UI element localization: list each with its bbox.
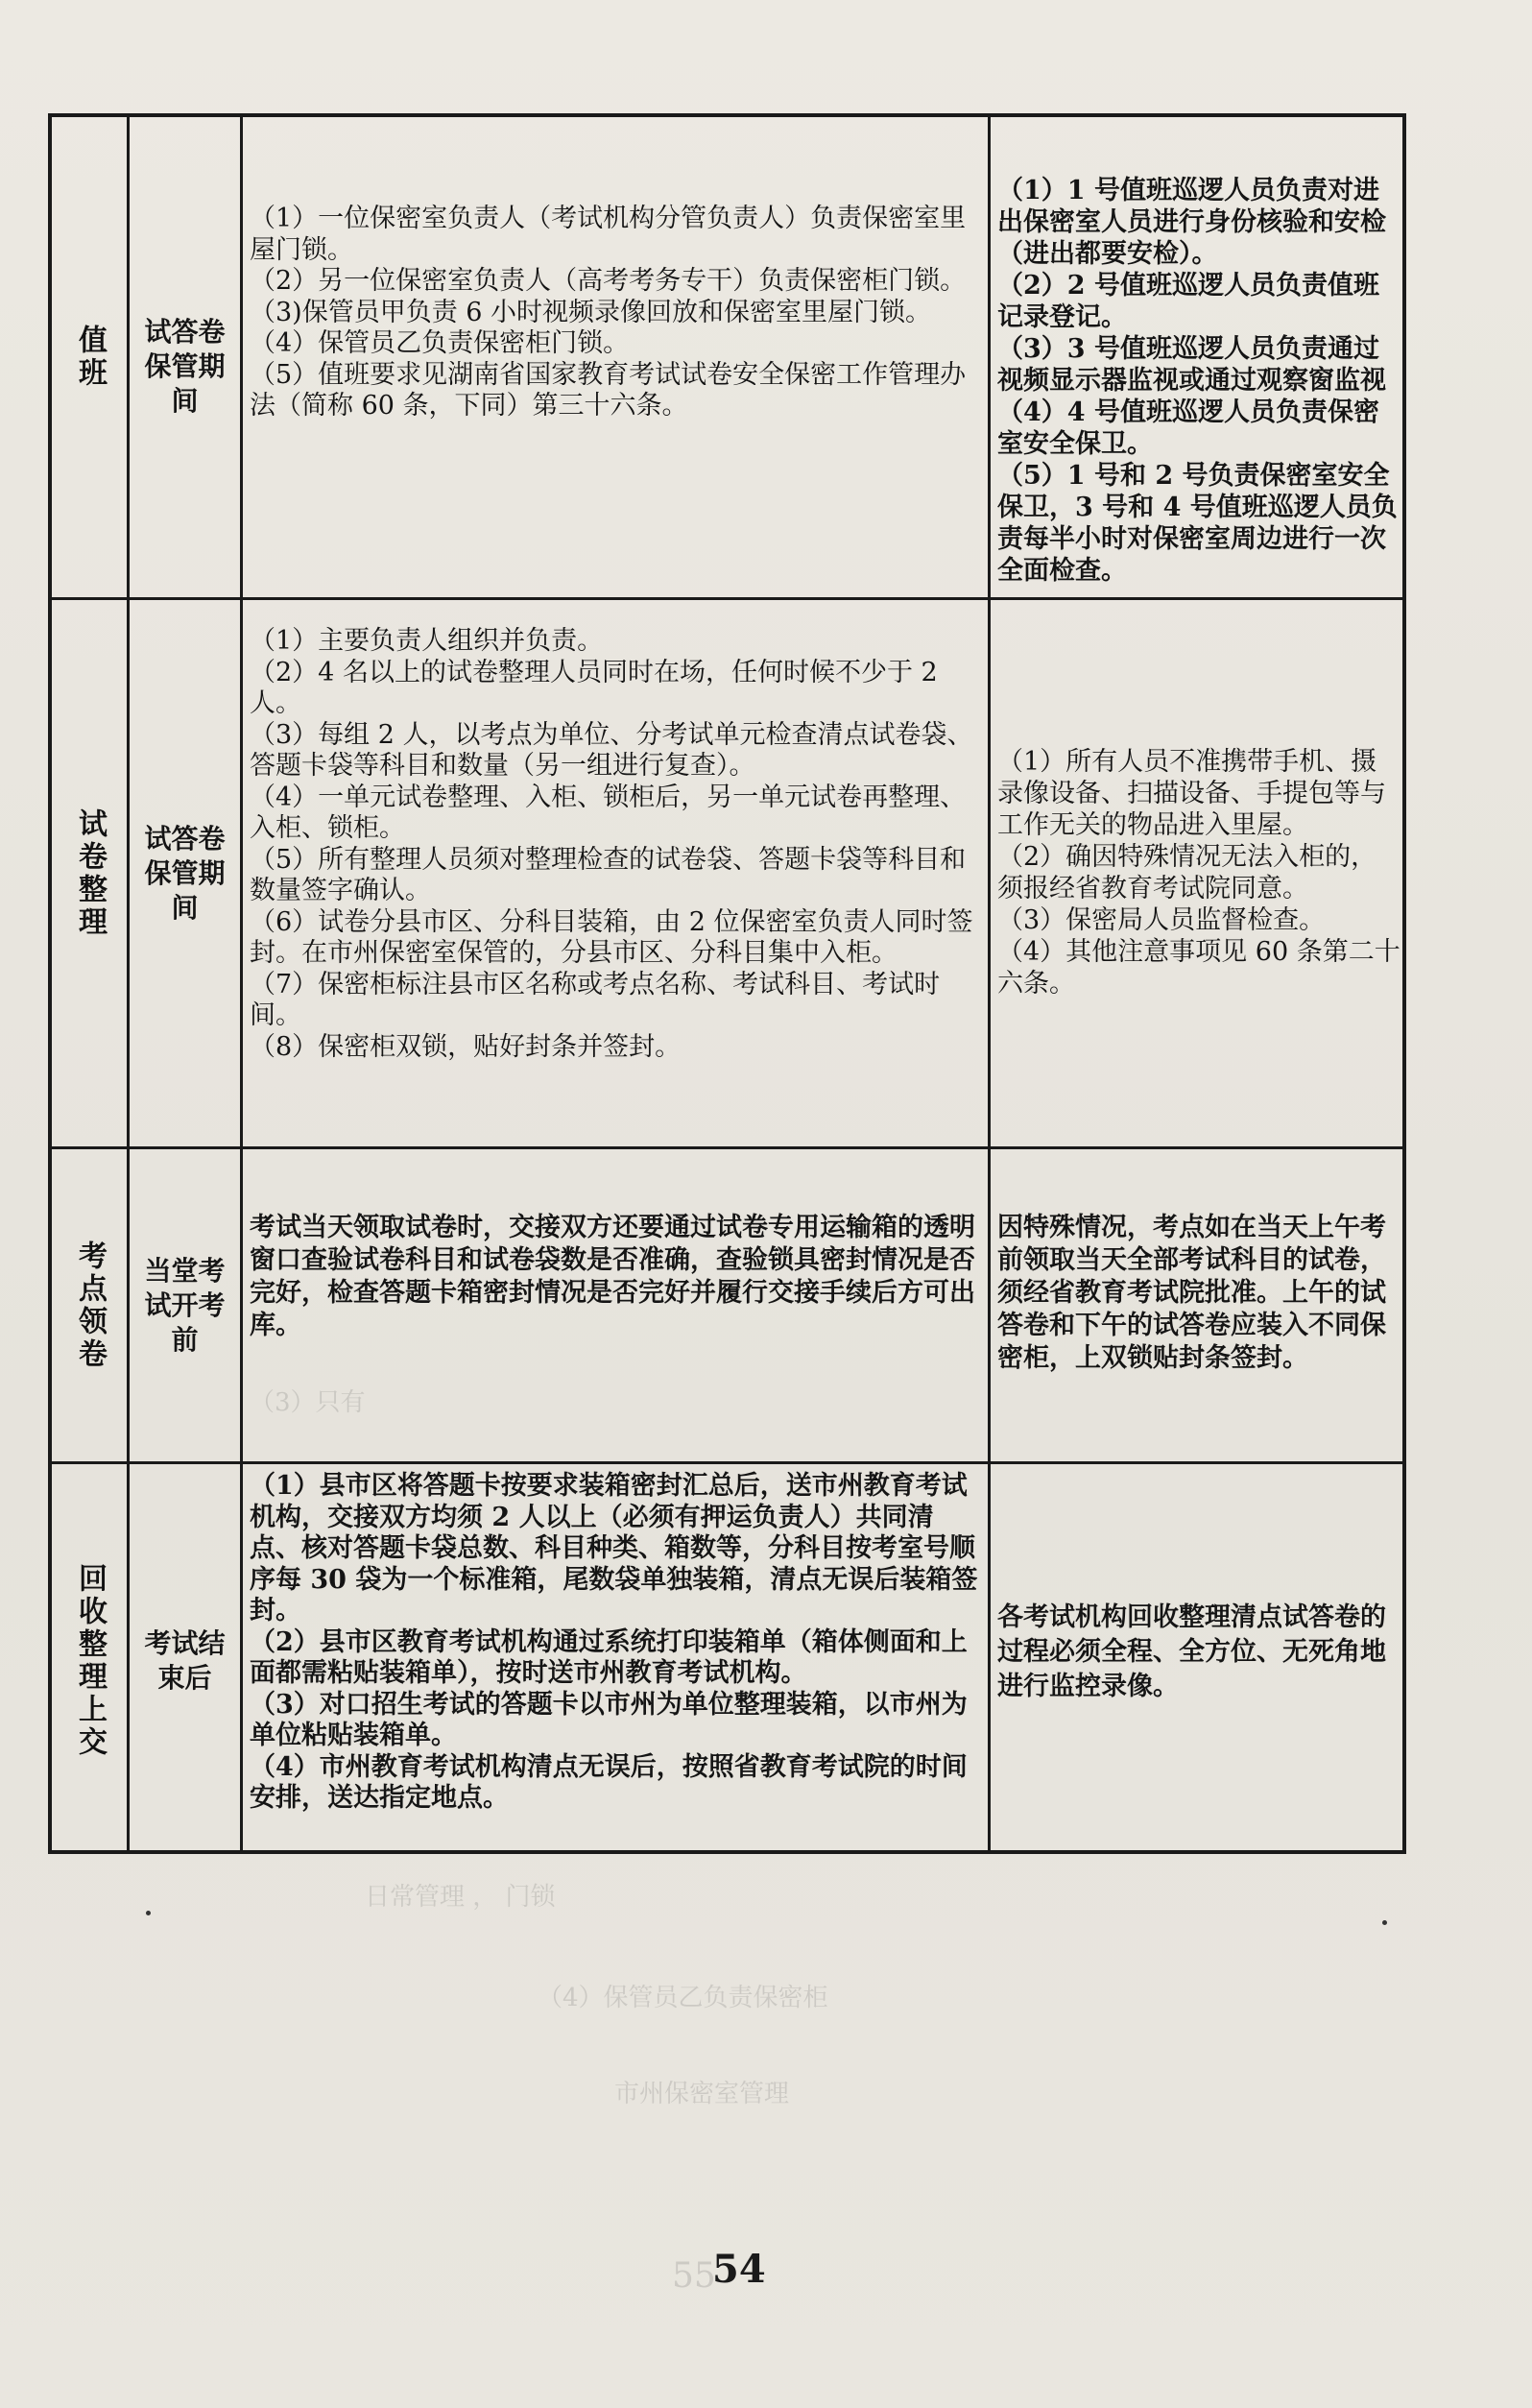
notes-cell	[997, 175, 1400, 587]
period-cell	[130, 117, 240, 597]
content-item: （8）保密柜双锁，贴好封条并签封。	[250, 1031, 682, 1062]
row-divider	[52, 1461, 1402, 1464]
note-item: 因特殊情况，考点如在当天上午考前领取当天全部考试科目的试卷，须经省教育考试院批准。上午的试答卷和下午的试答卷应装入不同保密柜，上双锁贴封条签封。	[997, 1213, 1386, 1373]
phase-cell	[52, 1464, 127, 1858]
content-cell	[250, 204, 979, 422]
content-item: （1）主要负责人组织并负责。	[250, 626, 604, 656]
speck	[1382, 1920, 1387, 1925]
content-item: （4）保管员乙负责保密柜门锁。	[250, 328, 630, 358]
content-item: （4）一单元试卷整理、入柜、锁柜后，另一单元试卷再整理、入柜、锁柜。	[250, 782, 967, 843]
bleed-through-text: 市州保密室管理	[614, 2080, 790, 2108]
bleed-through-text: （4）保管员乙负责保密柜	[538, 1984, 828, 2012]
content-item: 考试当天领取试卷时，交接双方还要通过试卷专用运输箱的透明窗口查验试卷科目和试卷袋数是否准确，查验锁具密封情况是否完好，检查答题卡箱密封情况是否完好并履行交接手续后方可出库。	[250, 1213, 975, 1340]
phase-label: 回收整理上交	[73, 1563, 107, 1759]
speck	[146, 1911, 151, 1915]
note-item: （5）1 号和 2 号负责保密室安全保卫，3 号和 4 号值班巡逻人员负责每半小时对保密室周边进行一次全面检查。	[997, 461, 1398, 586]
column-divider	[988, 117, 991, 1850]
content-cell	[250, 1212, 979, 1342]
row-divider	[52, 1146, 1402, 1149]
note-item: （4）4 号值班巡逻人员负责保密室安全保卫。	[997, 397, 1379, 459]
phase-label: 值班	[73, 325, 107, 390]
content-item: （5）所有整理人员须对整理检查的试卷袋、答题卡袋等科目和数量签字确认。	[250, 844, 967, 905]
period-label: 试答卷保管期间	[144, 822, 226, 924]
note-item: （1）1 号值班巡逻人员负责对进出保密室人员进行身份核验和安检（进出都要安检）。	[997, 176, 1386, 269]
content-item: （2）县市区教育考试机构通过系统打印装箱单（箱体侧面和上面都需粘贴装箱单），按时送市州教育考试机构。	[250, 1626, 968, 1688]
note-item: （1）所有人员不准携带手机、摄录像设备、扫描设备、手提包等与工作无关的物品进入里屋。	[997, 747, 1386, 840]
content-item: （1）县市区将答题卡按要求装箱密封汇总后，送市州教育考试机构，交接双方均须 2 人以上（必须有押运负责人）共同清点、核对答题卡袋总数、科目种类、箱数等，分科目按考室号顺序每 30 袋为一个标准箱，尾数袋单独装箱，清点无误后装箱签封。	[250, 1471, 978, 1625]
notes-cell	[997, 1601, 1400, 1704]
note-item: （2）确因特殊情况无法入柜的，须报经省教育考试院同意。	[997, 842, 1377, 903]
schedule-table	[48, 113, 1406, 1854]
row-divider	[52, 597, 1402, 600]
phase-label: 试卷整理	[73, 807, 107, 939]
content-cell	[250, 1471, 979, 1815]
period-cell	[130, 1464, 240, 1858]
content-item: （4）市州教育考试机构清点无误后，按照省教育考试院的时间安排，送达指定地点。	[250, 1751, 968, 1813]
page-number: 54	[712, 2247, 766, 2292]
notes-cell	[997, 746, 1400, 999]
phase-cell	[52, 1149, 127, 1461]
period-label: 考试结束后	[144, 1627, 226, 1694]
bleed-through-text: （3）只有	[250, 1388, 366, 1417]
phase-cell	[52, 600, 127, 1146]
content-item: （5）值班要求见湖南省国家教育考试试卷安全保密工作管理办法（简称 60 条，下同）第三十六条。	[250, 359, 967, 421]
content-item: （2）另一位保密室负责人（高考考务专干）负责保密柜门锁。	[250, 266, 967, 296]
note-item: （3）3 号值班巡逻人员负责通过视频显示器监视或通过观察窗监视	[997, 334, 1386, 396]
period-label: 当堂考试开考前	[144, 1254, 226, 1356]
phase-cell	[52, 117, 127, 597]
content-item: （7）保密柜标注县市区名称或考点名称、考试科目、考试时间。	[250, 969, 941, 1030]
period-label: 试答卷保管期间	[144, 316, 226, 417]
content-item: （3）每组 2 人，以考点为单位、分考试单元检查清点试卷袋、答题卡袋等科目和数量（另一组进行复查）。	[250, 719, 973, 781]
content-item: （3)保管员甲负责 6 小时视频录像回放和保密室里屋门锁。	[250, 297, 932, 327]
note-item: （2）2 号值班巡逻人员负责值班记录登记。	[997, 271, 1379, 332]
phase-label: 考点领卷	[73, 1240, 107, 1371]
period-cell	[130, 600, 240, 1146]
notes-cell	[997, 1212, 1400, 1375]
content-item: （1）一位保密室负责人（考试机构分管负责人）负责保密室里屋门锁。	[250, 204, 967, 265]
faint-page-number: 55	[672, 2256, 716, 2296]
content-item: （6）试卷分县市区、分科目装箱，由 2 位保密室负责人同时签封。在市州保密室保管的，分县市区、分科目集中入柜。	[250, 906, 973, 968]
note-item: （4）其他注意事项见 60 条第二十六条。	[997, 937, 1400, 999]
content-item: （3）对口招生考试的答题卡以市州为单位整理装箱，以市州为单位粘贴装箱单。	[250, 1689, 968, 1750]
column-divider	[240, 117, 243, 1850]
period-cell	[130, 1149, 240, 1461]
note-item: 各考试机构回收整理清点试答卷的过程必须全程、全方位、无死角地进行监控录像。	[997, 1602, 1386, 1701]
bleed-through-text: 日常管理 ， 门锁	[365, 1883, 556, 1912]
note-item: （3）保密局人员监督检查。	[997, 905, 1326, 935]
content-cell	[250, 626, 979, 1063]
content-item: （2）4 名以上的试卷整理人员同时在场，任何时候不少于 2 人。	[250, 657, 938, 718]
